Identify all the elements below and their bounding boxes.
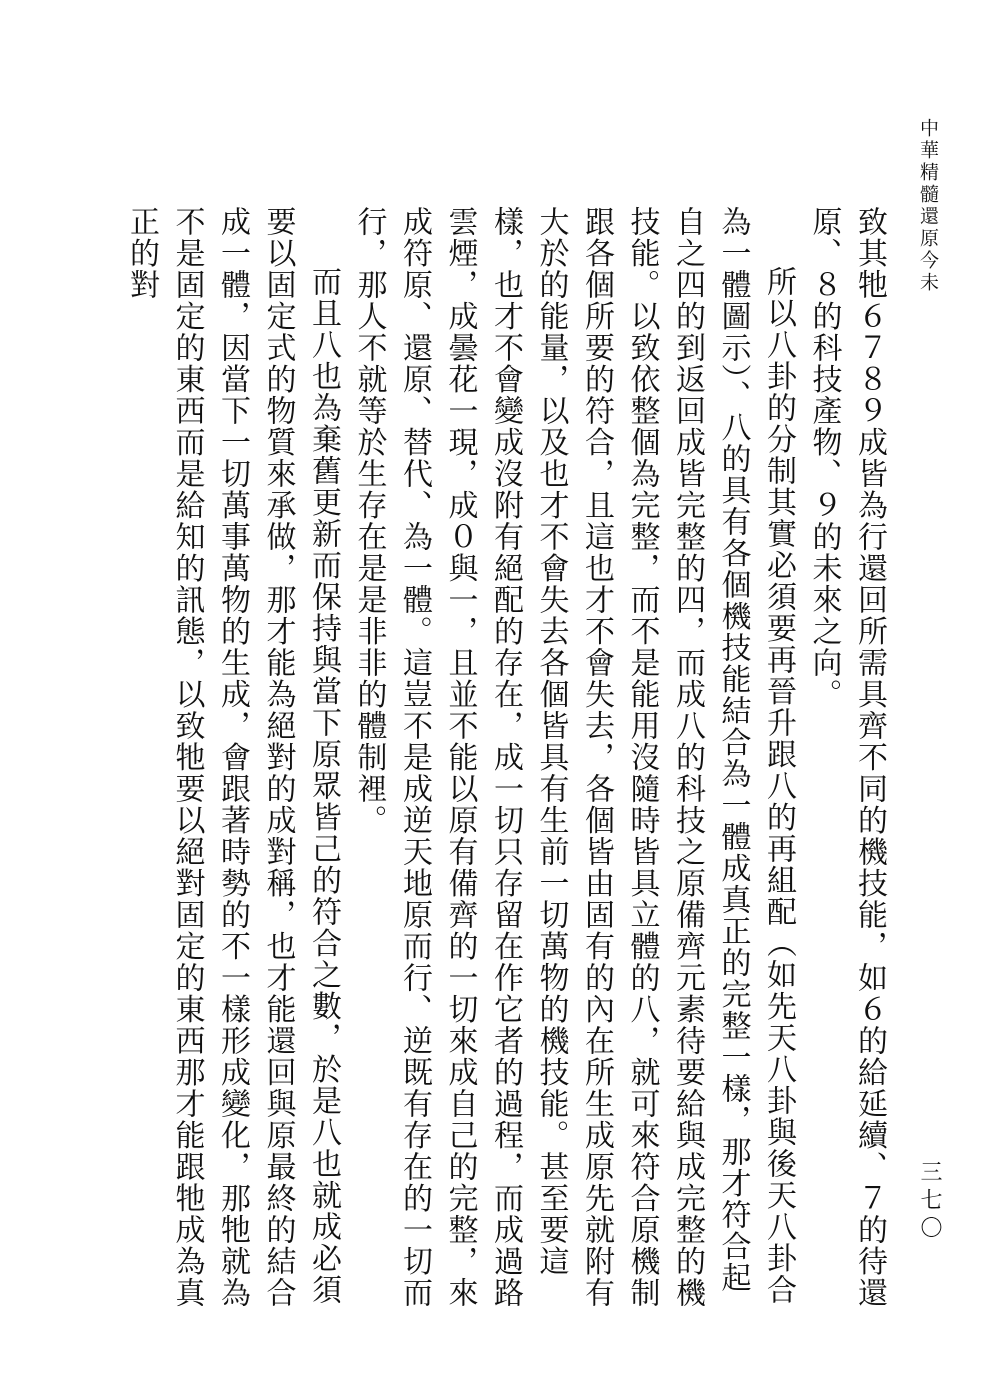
body-text <box>122 206 892 1316</box>
paragraph-2: 所以八卦的分制其實必須要再晉升跟八的再組配（如先天八卦與後天八卦合為一體圖示）、八的具有各個機技能結合為一體成真正的完整一樣，那才符合起自之四的到返回成皆完整的四，而成八的科技之原備齊元素待要給與成完整的機技能。以致依整個為完整，而不是能用沒隨時皆具立體的八，就可來符合原機制跟各個所要的符合，且這也才不會失去，各個皆由固有的內在所生成原先就附有大於的能量，以及也才不會失去各個皆具有生前一切萬物的機技能。甚至要這樣，也才不會變成沒附有絕配的存在，成一切只存留在作它者的過程，而成過路雲煙，成曇花一現，成０與一，且並不能以原有備齊的一切來成自己的完整，來成符原、還原、替代、為一體。這豈不是成逆天地原而行、逆既有存在的一切而行，那人不就等於生存在是是非非的體制裡。 <box>351 206 796 1309</box>
paragraph-1: 致其牠６７８９成皆為行還回所需具齊不同的機技能，如６的給延續、７的待還原、８的科技產物、９的未來之向。 <box>806 206 887 1309</box>
paragraph-3: 而且八也為棄舊更新而保持與當下原眾皆己的符合之數，於是八也就成必須要以固定式的物質來承做，那才能為絕對的成對稱，也才能還回與原最終的結合成一體，因當下一切萬事萬物的生成，會跟著時勢的不一樣形成變化，那牠就為不是固定的東西而是給知的訊態，以致牠要以絕對固定的東西那才能跟牠成為真正的對 <box>124 206 341 1309</box>
page-number: 三七〇 <box>917 1160 942 1244</box>
running-header-title: 中華精髓還原今未 <box>917 118 939 294</box>
